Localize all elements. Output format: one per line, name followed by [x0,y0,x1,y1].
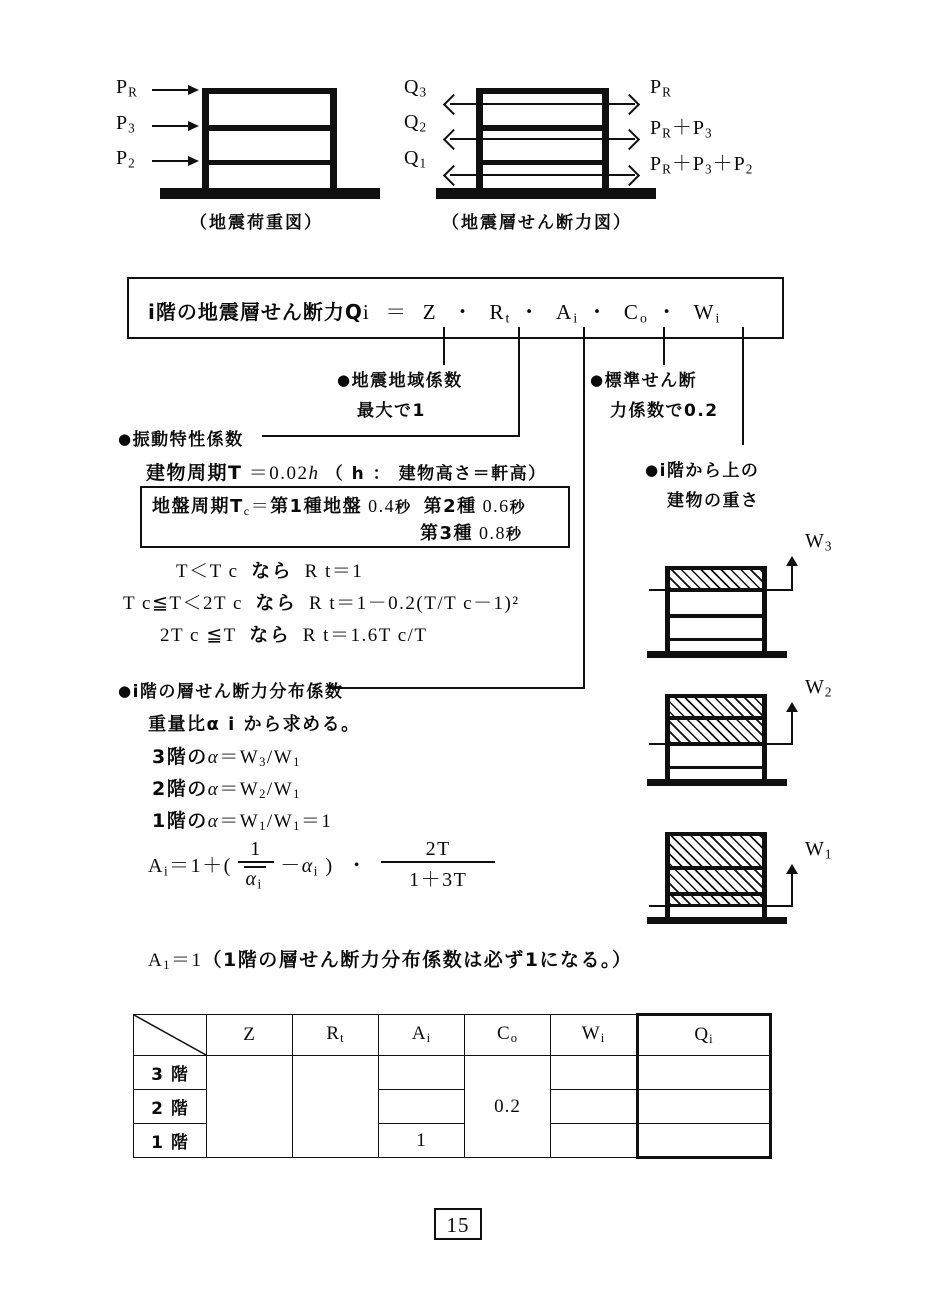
w3-ground [647,651,787,658]
table-cell-ai-floor3[interactable] [379,1056,465,1090]
load-diagram-column-right [330,88,337,196]
load-label-p3: $P_3$ [116,112,136,136]
annotation-z [337,365,463,426]
annotation-wi-line1: ●i階から上の [645,461,760,481]
ground-period-row2: 第3種 0.8秒 [420,523,523,544]
table-cell-qi-floor3[interactable] [638,1056,771,1090]
page-number: 15 [434,1208,482,1240]
load-arrow-p2-head [188,156,199,166]
table-header-row [134,1015,771,1056]
table-col-rt: $R_t$ [293,1015,379,1056]
annotation-co [590,365,719,426]
load-label-p2: $P_2$ [116,147,136,171]
w1-floor2-beam [665,892,767,896]
shear-label-pr: $P_R$ [650,76,672,100]
w1-floor3-beam [665,866,767,870]
load-arrow-pr-line [152,89,190,91]
table-cell-qi-floor1[interactable] [638,1124,771,1158]
annotation-wi [645,455,760,516]
calculation-table [133,1013,772,1159]
shear-diagram-roof-beam [476,88,609,94]
table-cell-qi-floor2[interactable] [638,1090,771,1124]
annotation-z-line2: 最大で1 [357,401,426,421]
table-cell-co: 0.2 [465,1056,551,1158]
w3-floor1-beam [665,638,767,641]
shear-arrow-pr-head [619,94,640,115]
table-row-header-floor2: 2 階 [134,1090,207,1124]
shear-arrow-pr-p3-p2-head [619,165,640,186]
table-cell-ai-floor2[interactable] [379,1090,465,1124]
building-period-equation: 建物周期T ＝0.02h （ h ： 建物高さ＝軒高） [146,462,547,484]
shear-label-q1: $Q_1$ [404,147,428,171]
table-col-ai: $A_i$ [379,1015,465,1056]
shear-label-q2: $Q_2$ [404,111,428,135]
load-diagram-floor2-beam [202,160,337,165]
sqrt-icon: $\alpha_i$ [244,866,265,892]
w1-arrow-head [786,864,798,874]
w2-floor3-beam [665,716,767,720]
load-arrow-p3-line [152,125,190,127]
connector-rt-horizontal [262,435,520,437]
annotation-co-line2: 力係数で0.2 [610,401,719,421]
table-cell-wi-floor3[interactable] [551,1056,638,1090]
table-col-co: $C_o$ [465,1015,551,1056]
bullet-icon: ● [118,682,133,700]
bullet-icon: ● [590,371,605,389]
shear-diagram-ground [436,188,656,199]
ground-period-row1: 地盤周期$T_c=$第1種地盤 0.4秒 第2種 0.6秒 [152,496,527,518]
w2-arrow-head [786,702,798,712]
w3-arrow-head [786,556,798,566]
load-arrow-p2-line [152,160,190,162]
load-diagram-floor3-beam [202,125,337,131]
ai-formula-fraction-2: $\frac{2T}{1+3T}$ [381,838,495,892]
w2-leader-vertical [791,708,793,744]
w3-leader-horizontal [649,589,793,591]
connector-rt-vertical [518,327,520,437]
shear-arrow-q3-line [450,103,635,105]
w2-floor1-beam [665,766,767,769]
w3-roof-beam [665,566,767,570]
weight-diagram-w1 [645,818,885,943]
shear-diagram-caption: （地震層せん断力図） [442,213,632,233]
w1-roof-beam [665,832,767,836]
annotation-wi-line2: 建物の重さ [667,491,760,511]
annotation-co-line1: ●標準せん断 [590,371,698,391]
ai-alpha-floor1: 1階の$\alpha=W_1/W_1=1$ [152,810,333,834]
w2-leader-horizontal [649,743,793,745]
rt-case-1: T＜T c なら R t＝1 [176,560,364,582]
shear-arrow-q1-head [443,165,464,186]
load-diagram-caption: （地震荷重図） [190,213,323,233]
shear-arrow-q1-line [450,174,635,176]
shear-label-q3: $Q_3$ [404,76,428,100]
w2-label: $W_2$ [805,676,833,700]
ai-formula-minus-alpha: $-\alpha_i$ ) [280,854,334,879]
w1-ground [647,917,787,924]
ai-formula [148,840,495,894]
bullet-icon: ● [118,430,133,448]
ai-weight-ratio-note: 重量比α i から求める。 [148,714,361,735]
annotation-rt-title: ●振動特性係数 [118,430,244,450]
shear-label-pr-p3: $P_R+P_3$ [650,117,713,141]
w2-ground [647,779,787,786]
ai-formula-lead: $A_i=1+$( [148,854,232,879]
rt-case-2: T c≦T＜2T c なら R t＝1－0.2(T/T c－1)² [123,592,520,614]
table-cell-rt[interactable] [293,1056,379,1158]
formula-lhs: i階の地震層せん断力Q [148,300,363,324]
table-col-z: Z [207,1015,293,1056]
w3-leader-vertical [791,562,793,590]
connector-wi-vertical [742,327,744,445]
table-corner-cell [134,1015,207,1056]
load-diagram-column-left [202,88,209,196]
ai-alpha-floor2: 2階の$\alpha=W_2/W_1$ [152,778,301,802]
connector-co-vertical [663,327,665,365]
connector-z-vertical [443,327,445,365]
table-row-header-floor1: 1 階 [134,1124,207,1158]
bullet-icon: ● [337,371,352,389]
ai-formula-dot: ・ [340,854,375,877]
shear-label-pr-p3-p2: $P_R+P_3+P_2$ [650,153,754,177]
shear-arrow-q2-head [443,129,464,150]
weight-diagram-w2 [645,676,885,800]
shear-diagram-floor2-beam [476,160,609,165]
table-cell-z[interactable] [207,1056,293,1158]
load-arrow-pr-head [188,85,199,95]
load-label-pr: $P_R$ [116,76,138,100]
table-cell-wi-floor2[interactable] [551,1090,638,1124]
table-col-qi: $Q_i$ [638,1015,771,1056]
bullet-icon: ● [645,461,660,479]
table-row-header-floor3: 3 階 [134,1056,207,1090]
annotation-z-line1: ●地震地域係数 [337,371,463,391]
load-diagram-roof-beam [202,88,337,94]
ai-alpha-floor3: 3階の$\alpha=W_3/W_1$ [152,746,301,770]
table-row [134,1056,771,1090]
load-diagram-ground [160,188,380,199]
w3-label: $W_3$ [805,530,833,554]
w1-leader-vertical [791,870,793,906]
weight-diagram-w3 [645,530,885,672]
w1-leader-horizontal [649,905,793,907]
w2-roof-beam [665,694,767,698]
w3-floor2-beam [665,614,767,618]
ai-conclusion: $A_1=1(1$階の層せん断力分布係数は必ず1になる。） [148,949,633,973]
table-cell-wi-floor1[interactable] [551,1124,638,1158]
shear-arrow-q2-line [450,138,635,140]
w1-label: $W_1$ [805,838,833,862]
rt-case-3: 2T c ≦T なら R t＝1.6T c/T [160,624,428,646]
diagonal-slash-icon [134,1015,206,1055]
shear-arrow-q3-head [443,94,464,115]
annotation-ai-title: ●i階の層せん断力分布係数 [118,682,344,702]
connector-ai-vertical [583,327,585,689]
table-cell-ai-floor1: 1 [379,1124,465,1158]
load-arrow-p3-head [188,121,199,131]
connector-ai-horizontal [330,687,585,689]
ai-formula-fraction-1: $\frac{1}{\alpha_i}$ [238,838,274,892]
shear-diagram-floor3-beam [476,125,609,131]
main-formula-text: i階の地震層せん断力Qi ＝ Z ・ $R_t$ ・ $A_i$ ・ $C_o$ ・ $W_i$ [148,300,722,326]
table-col-wi: $W_i$ [551,1015,638,1056]
shear-arrow-pr-p3-head [619,129,640,150]
